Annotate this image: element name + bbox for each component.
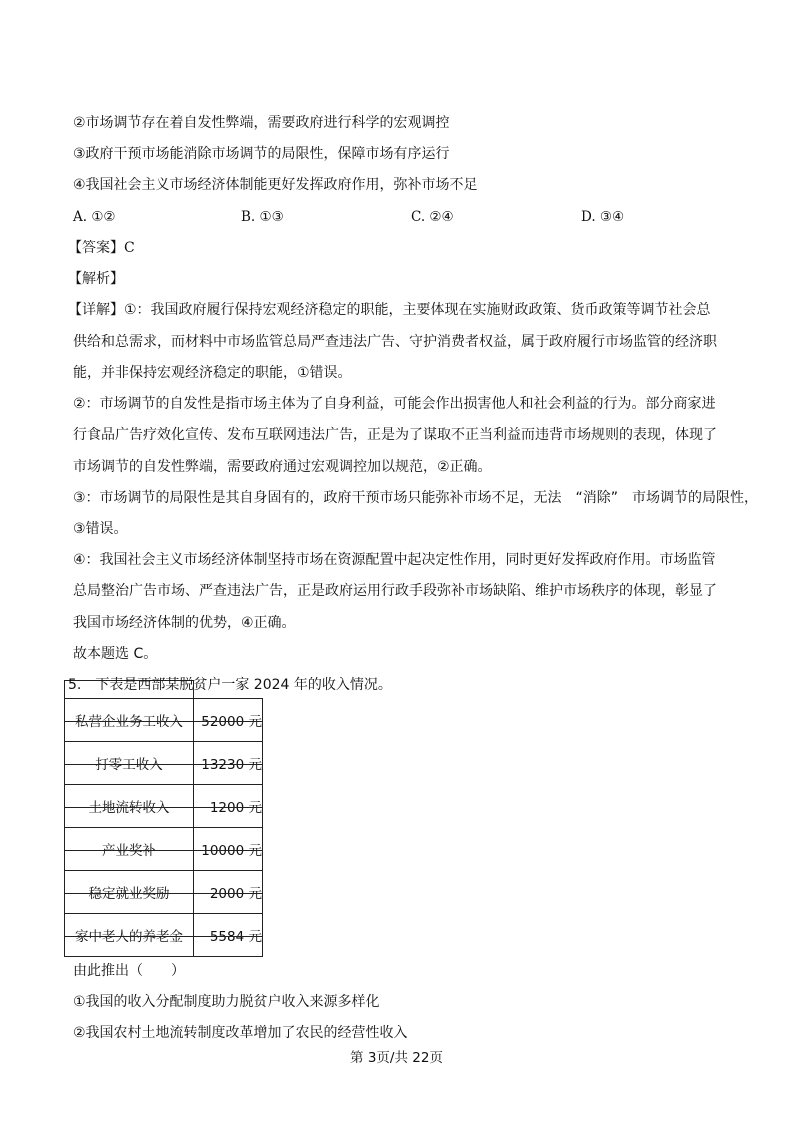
income-amount: 52000 元: [194, 699, 263, 742]
income-item: 打零工收入: [65, 742, 194, 785]
table-row: [65, 699, 263, 742]
answer-label: 【答案】: [68, 240, 124, 256]
income-item: 家中老人的养老金: [65, 914, 194, 957]
option-c: C. ②④: [411, 209, 454, 225]
answer-value: C: [124, 240, 135, 256]
question-5-prompt: 由此推出（ ）: [73, 963, 185, 979]
income-amount: 2000 元: [194, 871, 263, 914]
table-row: [65, 785, 263, 828]
income-table: [64, 698, 263, 957]
detail-p3-line2: ③错误。: [73, 521, 128, 537]
detail-p2-line3: 市场调节的自发性弊端，需要政府通过宏观调控加以规范，②正确。: [73, 459, 492, 475]
income-amount: 13230 元: [194, 742, 263, 785]
detail-p4-line1: ④：我国社会主义市场经济体制坚持市场在资源配置中起决定性作用，同时更好发挥政府作用。市场监管: [73, 552, 716, 568]
statement-3: ③政府干预市场能消除市场调节的局限性，保障市场有序运行: [73, 146, 450, 162]
income-item: 私营企业务工收入: [65, 699, 194, 742]
detail-p3-line1: ③：市场调节的局限性是其自身固有的，政府干预市场只能弥补市场不足，无法 “消除” 市场调节的局限性，: [73, 490, 759, 506]
detail-p4-line3: 我国市场经济体制的优势，④正确。: [73, 615, 296, 631]
detail-p4-line2: 总局整治广告市场、严查违法广告，正是政府运用行政手段弥补市场缺陷、维护市场秩序的体现，彰显了: [73, 583, 717, 599]
table-row: [65, 914, 263, 957]
income-amount: 1200 元: [194, 785, 263, 828]
question-5-stem: 5. 下表是西部某脱贫户一家 2024 年的收入情况。: [68, 677, 392, 693]
option-d: D. ③④: [581, 209, 625, 225]
income-item: 稳定就业奖励: [65, 871, 194, 914]
table-row: [65, 742, 263, 785]
conclusion: 故本题选 C。: [73, 646, 158, 662]
q5-statement-2: ②我国农村土地流转制度改革增加了农民的经营性收入: [73, 1025, 408, 1041]
page-footer: 第 3页/共 22页: [350, 1050, 443, 1066]
income-item: 产业奖补: [65, 828, 194, 871]
option-b: B. ①③: [241, 209, 284, 225]
detail-p2-line2: 行食品广告疗效化宣传、发布互联网违法广告，正是为了谋取不正当利益而违背市场规则的表现，体现了: [73, 427, 717, 443]
q5-statement-1: ①我国的收入分配制度助力脱贫户收入来源多样化: [73, 994, 380, 1010]
answer-line: [68, 239, 135, 257]
income-amount: 10000 元: [194, 828, 263, 871]
statement-2: ②市场调节存在着自发性弊端，需要政府进行科学的宏观调控: [73, 115, 450, 131]
statement-4: ④我国社会主义市场经济体制能更好发挥政府作用，弥补市场不足: [73, 177, 478, 193]
analysis-label: 【解析】: [68, 271, 124, 287]
detail-p1-line2: 供给和总需求，而材料中市场监管总局严查违法广告、守护消费者权益，属于政府履行市场监管的经济职: [73, 334, 717, 350]
option-a: A. ①②: [73, 209, 116, 225]
table-row: [65, 828, 263, 871]
table-row: [65, 871, 263, 914]
detail-p1-line3: 能，并非保持宏观经济稳定的职能，①错误。: [73, 365, 352, 381]
detail-p2-line1: ②：市场调节的自发性是指市场主体为了自身利益，可能会作出损害他人和社会利益的行为。部分商家进: [73, 396, 716, 412]
income-item: 土地流转收入: [65, 785, 194, 828]
income-amount: 5584 元: [194, 914, 263, 957]
detail-p1-line1: 【详解】①：我国政府履行保持宏观经济稳定的职能，主要体现在实施财政政策、货币政策等调节社会总: [68, 302, 711, 318]
